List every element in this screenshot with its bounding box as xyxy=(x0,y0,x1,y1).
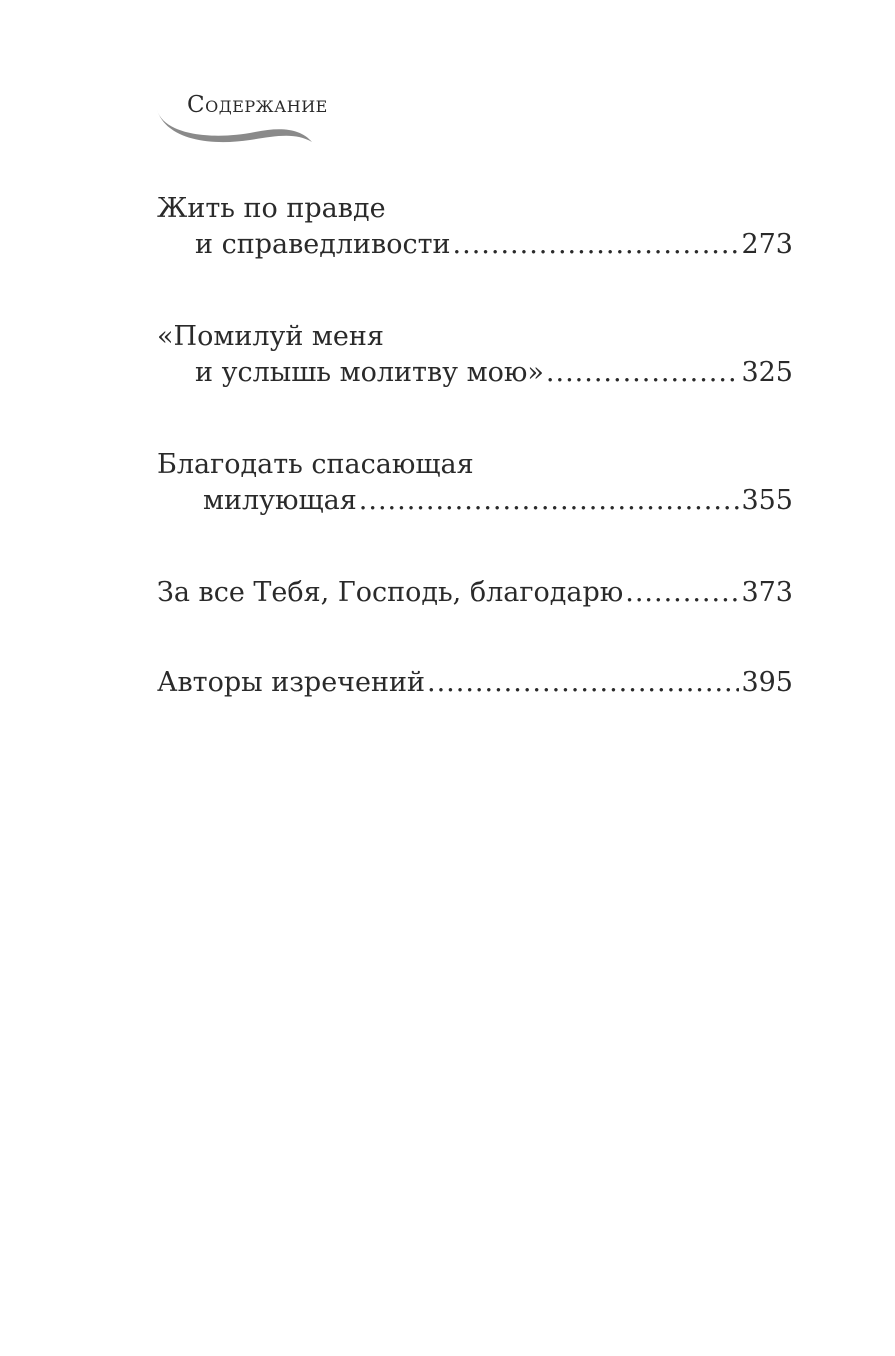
toc-entry[interactable] xyxy=(157,319,793,391)
toc-entry[interactable] xyxy=(157,575,793,611)
toc-entry[interactable] xyxy=(157,447,793,519)
page-title: Содержание xyxy=(187,92,328,118)
dot-leader xyxy=(427,665,739,701)
dot-leader xyxy=(453,227,740,263)
toc-entry-title: За все Тебя, Господь, благодарю xyxy=(157,577,624,608)
toc-entry[interactable] xyxy=(157,665,793,701)
dot-leader xyxy=(546,355,740,391)
dot-leader xyxy=(359,483,740,519)
toc-entry-title: Благодать спасающая xyxy=(157,449,474,480)
toc-entry-title-line xyxy=(157,665,793,701)
toc-entry-title-line xyxy=(157,483,793,519)
toc-entry-title-continued: и услышь молитву мою» xyxy=(195,357,544,388)
toc-page-number: 395 xyxy=(741,667,793,698)
toc-entry-title-line xyxy=(157,575,793,611)
dot-leader xyxy=(625,575,739,611)
toc-entry-title: Авторы изречений xyxy=(157,667,425,698)
toc-entry-title-line xyxy=(157,355,793,391)
toc-entry-title-continued: милующая xyxy=(203,485,357,516)
toc-page-number: 273 xyxy=(741,229,793,260)
toc-page-number: 325 xyxy=(741,357,793,388)
toc-entry-title: Жить по правде xyxy=(157,193,386,224)
section-header xyxy=(155,88,355,148)
toc-entry-title: «Помилуй меня xyxy=(157,321,384,352)
toc-entry-title-line xyxy=(157,447,793,483)
toc-page-number: 355 xyxy=(741,485,793,516)
toc-page-number: 373 xyxy=(741,577,793,608)
toc-entry-title-line xyxy=(157,319,793,355)
toc-entry[interactable] xyxy=(157,191,793,263)
toc-entry-title-line xyxy=(157,227,793,263)
toc-entry-title-line xyxy=(157,191,793,227)
toc-entry-title-continued: и справедливости xyxy=(195,229,451,260)
